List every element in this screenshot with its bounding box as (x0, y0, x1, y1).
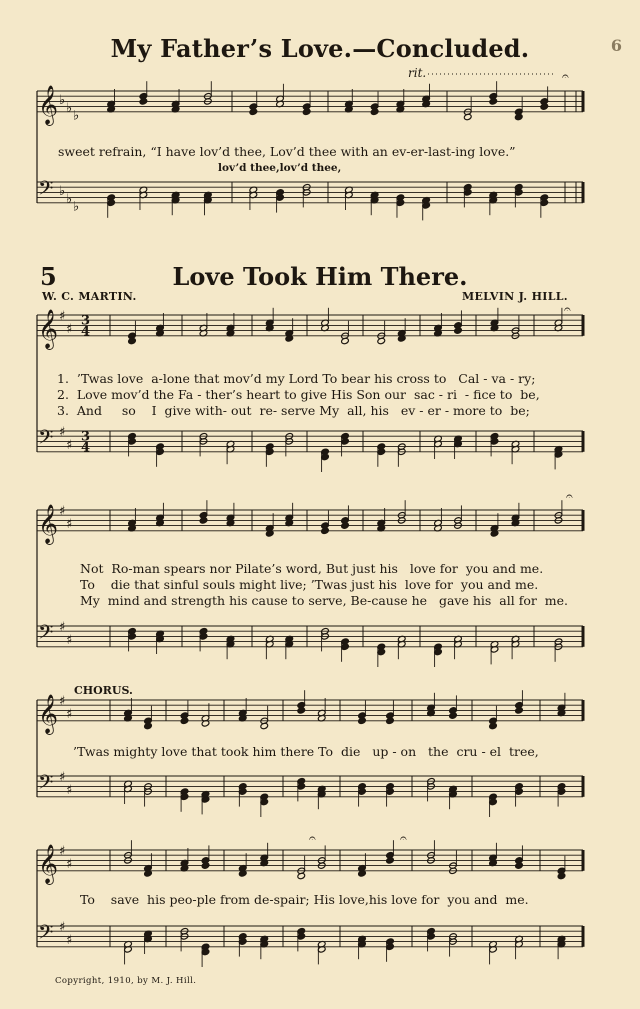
flat-icon: ♭ (73, 199, 80, 215)
bass-clef-icon: 𝄢 (38, 920, 54, 949)
sharp-icon: ♯ (66, 633, 73, 649)
time-signature-bottom: 4 (81, 440, 91, 456)
concluded-lyric-line: sweet refrain, “I have lov’d thee, Lov’d thee with an ev-er-last-ing love.” (58, 144, 516, 159)
sharp-icon: ♯ (59, 309, 66, 325)
treble-clef-icon: 𝄞 (38, 693, 59, 734)
page-number: 6 (610, 36, 622, 55)
composer-credit: MELVIN J. HILL. (462, 290, 568, 303)
verse-3-line-1: 3. And so I give with- out re- serve My all, his ev - er - more to be; (57, 403, 530, 418)
bass-clef-icon: 𝄢 (38, 620, 54, 649)
bass-clef-icon: 𝄢 (38, 425, 54, 454)
chorus-line-1: ’Twas mighty love that took him there To die up - on the cru - el tree, (73, 744, 539, 759)
sharp-icon: ♯ (59, 504, 66, 520)
verse-2-line-2: To die that sinful souls might live; ’Twas just his love for you and me. (80, 577, 539, 592)
treble-clef-icon: 𝄞 (38, 843, 59, 884)
fermata-icon: 𝄐 (309, 831, 316, 845)
sharp-icon: ♯ (66, 783, 73, 799)
sharp-icon: ♯ (66, 857, 73, 873)
hymn-number: 5 (40, 262, 57, 291)
bass-clef-icon: 𝄢 (38, 176, 54, 205)
sharp-icon: ♯ (59, 620, 66, 636)
tempo-mark: rit. (408, 66, 427, 80)
sharp-icon: ♯ (66, 438, 73, 454)
verse-2-line-1: 2. Love mov’d the Fa - ther’s heart to give His Son our sac - ri - fice to be, (57, 387, 540, 402)
time-signature-top: 3 (81, 429, 91, 445)
sharp-icon: ♯ (66, 933, 73, 949)
time-signature-top: 3 (81, 313, 91, 329)
fermata-icon: 𝄐 (566, 489, 573, 503)
flat-icon: ♭ (66, 100, 73, 116)
hymn-title: Love Took Him There. (172, 262, 468, 291)
flat-icon: ♭ (59, 184, 66, 199)
verse-1-line-2: Not Ro-man spears nor Pilate’s word, But just his love for you and me. (80, 561, 544, 576)
sharp-icon: ♯ (59, 920, 66, 936)
sharp-icon: ♯ (66, 517, 73, 533)
verse-3-line-2: My mind and strength his cause to serve, Be-cause he gave his all for me. (80, 593, 568, 608)
sharp-icon: ♯ (59, 425, 66, 441)
treble-clef-icon: 𝄞 (38, 503, 59, 544)
treble-clef-icon: 𝄞 (38, 84, 59, 125)
flat-icon: ♭ (59, 93, 66, 108)
bass-clef-icon: 𝄢 (38, 770, 54, 799)
treble-clef-icon: 𝄞 (38, 308, 59, 349)
time-signature-bottom: 4 (81, 324, 91, 340)
fermata-icon: 𝄐 (562, 69, 569, 83)
sharp-icon: ♯ (59, 770, 66, 786)
sharp-icon: ♯ (59, 694, 66, 710)
bass-echo-lyric: lov’d thee,lov’d thee, (218, 162, 342, 174)
author-credit: W. C. MARTIN. (42, 290, 137, 303)
chorus-label: CHORUS. (74, 684, 133, 697)
sharp-icon: ♯ (59, 844, 66, 860)
sharp-icon: ♯ (66, 707, 73, 723)
fermata-icon: 𝄐 (400, 831, 407, 845)
chorus-line-2: To save his peo-ple from de-spair; His love,his love for you and me. (80, 892, 529, 907)
flat-icon: ♭ (66, 191, 73, 207)
verse-1-line-1: 1. ’Twas love a-lone that mov’d my Lord To bear his cross to Cal - va - ry; (57, 371, 536, 386)
running-title: My Father’s Love.—Concluded. (110, 34, 530, 63)
fermata-icon: 𝄐 (564, 302, 571, 316)
copyright-notice: Copyright, 1910, by M. J. Hill. (55, 976, 197, 986)
flat-icon: ♭ (73, 108, 80, 124)
sharp-icon: ♯ (66, 322, 73, 338)
